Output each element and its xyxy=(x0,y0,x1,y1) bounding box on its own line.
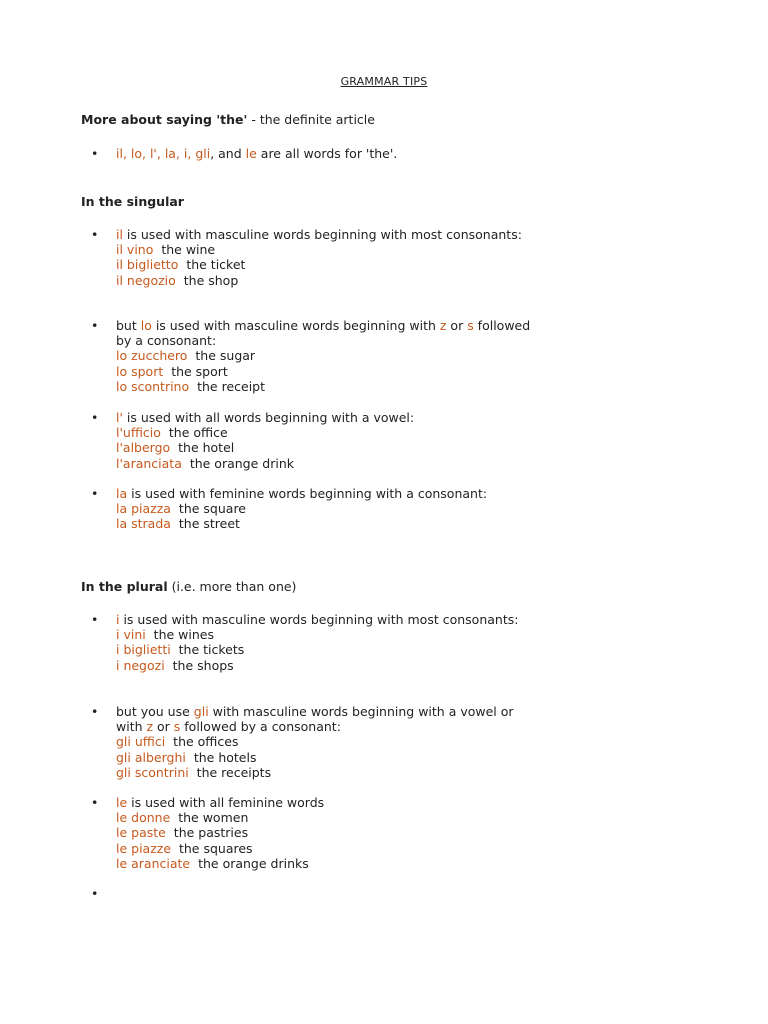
example-english: the shop xyxy=(183,272,239,288)
rule-segment: followed by a consonant: xyxy=(180,719,341,735)
example-italian: l'albergo xyxy=(116,440,171,456)
heading-bold: More about saying 'the' xyxy=(81,112,248,127)
rule-segment: is used with masculine words beginning with most consonants: xyxy=(122,227,522,242)
example-row xyxy=(116,856,531,871)
example-english: the sport xyxy=(171,363,228,379)
example-english: the tickets xyxy=(178,642,245,658)
rule-text xyxy=(116,612,531,673)
rule-segment: l' xyxy=(116,410,123,425)
list-item-le xyxy=(91,795,531,871)
example-row xyxy=(116,364,531,379)
example-english: the orange drinks xyxy=(198,855,309,871)
example-italian: l'aranciata xyxy=(116,455,182,471)
example-english: the pastries xyxy=(173,825,249,841)
example-english: the hotels xyxy=(193,749,257,765)
example-english: the receipt xyxy=(197,378,266,394)
example-row xyxy=(116,456,531,471)
rule-segment: le xyxy=(116,795,128,810)
example-english: the office xyxy=(168,425,228,441)
rule-segment: z xyxy=(439,318,447,333)
example-english: the ticket xyxy=(186,257,246,273)
heading-rest: - the definite article xyxy=(247,112,375,127)
bullet-icon: • xyxy=(91,318,99,333)
section-heading-definite-article xyxy=(81,112,375,127)
example-italian: gli uffici xyxy=(116,734,166,750)
list-item-il xyxy=(91,227,531,288)
rule-text xyxy=(116,704,531,780)
example-row xyxy=(116,810,531,825)
example-english: the hotel xyxy=(178,440,235,456)
list-item-l-apostrophe xyxy=(91,410,531,471)
rule-segment: , and xyxy=(210,146,246,161)
rule-segment: is used with all words beginning with a vowel: xyxy=(122,410,415,425)
example-italian: la strada xyxy=(116,516,171,532)
example-row xyxy=(116,642,531,657)
example-italian: le paste xyxy=(116,825,166,841)
example-italian: la piazza xyxy=(116,501,171,517)
example-row xyxy=(116,516,531,531)
example-english: the sugar xyxy=(195,348,256,364)
example-row xyxy=(116,242,531,257)
example-row xyxy=(116,825,531,840)
rule-segment: with masculine words beginning with a vowel or with xyxy=(116,704,514,735)
example-italian: il vino xyxy=(116,242,154,258)
example-row xyxy=(116,379,531,394)
example-italian: i vini xyxy=(116,627,146,643)
bullet-icon: • xyxy=(91,612,99,627)
example-english: the wine xyxy=(161,242,216,258)
rule-segment: lo xyxy=(140,318,152,333)
rule-segment: but xyxy=(116,318,141,333)
rule-text xyxy=(116,227,531,288)
rule-segment: s xyxy=(173,719,181,735)
example-row xyxy=(116,257,531,272)
example-row xyxy=(116,425,531,440)
section-heading-plural xyxy=(81,579,296,594)
example-english: the receipts xyxy=(196,764,272,780)
rule-text xyxy=(116,318,531,394)
example-english: the square xyxy=(178,501,246,517)
page-title: GRAMMAR TIPS xyxy=(340,75,428,88)
rule-segment: or xyxy=(446,318,468,333)
example-row xyxy=(116,273,531,288)
rule-segment: are all words for 'the'. xyxy=(256,146,398,161)
rule-segment: la xyxy=(116,486,128,501)
example-english: the offices xyxy=(173,734,239,750)
example-italian: l'ufficio xyxy=(116,425,161,441)
section-heading-singular xyxy=(81,194,184,209)
example-italian: lo zucchero xyxy=(116,348,188,364)
bullet-icon: • xyxy=(91,886,99,901)
example-italian: le piazze xyxy=(116,840,172,856)
rule-segment: followed by a consonant: xyxy=(116,318,531,349)
rule-segment: but you use xyxy=(116,704,194,719)
bullet-icon: • xyxy=(91,227,99,242)
example-english: the wines xyxy=(153,627,214,643)
example-english: the shops xyxy=(172,657,234,673)
rule-segment: z xyxy=(146,719,154,735)
example-row xyxy=(116,734,531,749)
rule-segment: s xyxy=(467,318,474,333)
list-item-la xyxy=(91,486,531,532)
example-italian: le aranciate xyxy=(116,855,191,871)
heading-rest: (i.e. more than one) xyxy=(167,579,297,594)
rule-segment: il, lo, l', la, i, gli xyxy=(116,146,211,161)
rule-segment: il xyxy=(116,227,123,242)
example-row xyxy=(116,765,531,780)
example-italian: lo scontrino xyxy=(116,378,190,394)
rule-text xyxy=(116,486,531,532)
example-english: the street xyxy=(178,516,240,532)
example-italian: il negozio xyxy=(116,272,176,288)
rule-segment: le xyxy=(245,146,257,161)
bullet-icon: • xyxy=(91,704,99,719)
heading-bold: In the plural xyxy=(81,579,168,594)
rule-segment: is used with feminine words beginning with a consonant: xyxy=(127,486,488,501)
rule-segment: is used with masculine words beginning with most consonants: xyxy=(119,612,519,627)
example-row xyxy=(116,440,531,455)
example-italian: lo sport xyxy=(116,363,164,379)
list-item-lo xyxy=(91,318,531,394)
example-row xyxy=(116,658,531,673)
example-row xyxy=(116,627,531,642)
rule-segment: or xyxy=(153,719,174,735)
bullet-icon: • xyxy=(91,410,99,425)
rule-text xyxy=(116,146,531,161)
rule-segment: is used with all feminine words xyxy=(127,795,325,810)
list-item-gli xyxy=(91,704,531,780)
example-english: the orange drink xyxy=(189,455,294,471)
example-italian: i negozi xyxy=(116,657,165,673)
example-row xyxy=(116,348,531,363)
list-item-intro xyxy=(91,146,531,161)
example-row xyxy=(116,841,531,856)
example-english: the squares xyxy=(178,840,253,856)
rule-segment: i xyxy=(116,612,120,627)
example-italian: gli scontrini xyxy=(116,764,189,780)
rule-text xyxy=(116,795,531,871)
rule-text xyxy=(116,410,531,471)
example-row xyxy=(116,750,531,765)
example-italian: gli alberghi xyxy=(116,749,186,765)
rule-segment: is used with masculine words beginning with xyxy=(151,318,440,333)
example-italian: le donne xyxy=(116,810,171,826)
example-row xyxy=(116,501,531,516)
example-italian: i biglietti xyxy=(116,642,171,658)
bullet-icon: • xyxy=(91,486,99,501)
bullet-icon: • xyxy=(91,795,99,810)
bullet-icon: • xyxy=(91,146,99,161)
heading-bold: In the singular xyxy=(81,194,184,209)
example-english: the women xyxy=(178,810,249,826)
example-italian: il biglietto xyxy=(116,257,179,273)
rule-segment: gli xyxy=(193,704,209,719)
list-item-i xyxy=(91,612,531,673)
